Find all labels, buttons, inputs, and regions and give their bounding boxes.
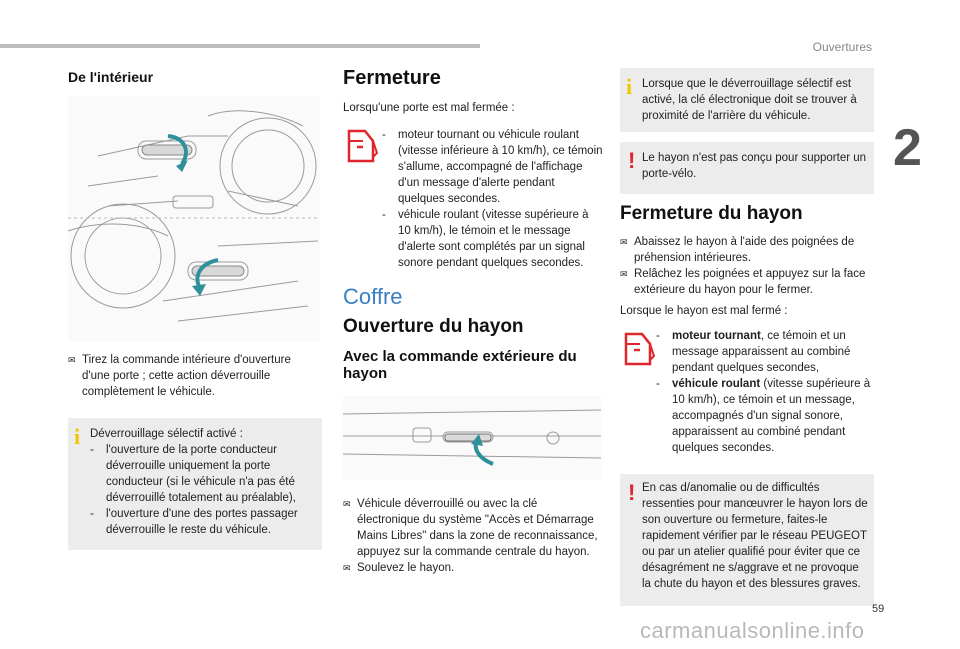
tailgate-handle-illustration bbox=[343, 396, 601, 480]
ouverture-bullets bbox=[343, 496, 603, 576]
col3-warn2-text: En cas d/anomalie ou de difficultés ressenties pour manœuvrer le hayon lors de son ouverture ou fermeture, faites-le rapidement vérifier par le réseau PEUGEOT ou par un atelier qualifié pour éviter que ce désagrément ne s/aggrave et ne provoque la chute du hayon et des blessures graves. bbox=[642, 482, 868, 590]
col3-info-box bbox=[620, 68, 874, 132]
flag-bullet-icon: ✉ bbox=[343, 499, 351, 509]
fermeture-hayon-title: Fermeture du hayon bbox=[620, 203, 803, 224]
flag-bullet-icon: ✉ bbox=[620, 269, 628, 279]
header-rule bbox=[0, 44, 480, 48]
flag-bullet-icon: ✉ bbox=[620, 237, 628, 247]
mal-ferme-intro: Lorsque le hayon est mal fermé : bbox=[620, 305, 788, 317]
fermeture-title: Fermeture bbox=[343, 67, 441, 89]
avec-commande-title: Avec la commande extérieure du hayon bbox=[343, 348, 577, 382]
hayon-bullet: ✉ Abaissez le hayon à l'aide des poignées de préhension intérieures. bbox=[620, 236, 855, 264]
warning-icon: ! bbox=[628, 148, 636, 173]
mal-ferme-item: - véhicule roulant (vitesse supérieure à 10 km/h), ce témoin et un message, accompagnés d'un signal sonore, apparaissent au combiné pendant quelques secondes. bbox=[656, 378, 871, 454]
page-number: 59 bbox=[872, 603, 885, 615]
chapter-number: 2 bbox=[893, 119, 922, 177]
hayon-bullet: ✉ Relâchez les poignées et appuyez sur la face extérieure du hayon pour le fermer. bbox=[620, 268, 866, 296]
ouverture-title: Ouverture du hayon bbox=[343, 316, 524, 337]
info-icon: i bbox=[626, 74, 633, 99]
col3-info-text: Lorsque que le déverrouillage sélectif est activé, la clé électronique doit se trouver à proximité de l'arrière du véhicule. bbox=[642, 78, 857, 122]
info-item: - l'ouverture d'une des portes passager déverrouille le reste du véhicule. bbox=[90, 508, 298, 536]
flag-bullet-icon: ✉ bbox=[343, 563, 351, 573]
info-icon: i bbox=[74, 424, 81, 449]
col3-warn-text: Le hayon n'est pas conçu pour supporter un porte-vélo. bbox=[642, 152, 867, 180]
col1-bullet-text: Tirez la commande intérieure d'ouverture d'une porte ; cette action déverrouille complètement le véhicule. bbox=[82, 354, 291, 398]
fermeture-list bbox=[382, 127, 604, 271]
info-item: - l'ouverture de la porte conducteur déverrouille uniquement la porte conducteur (si le véhicule n'a pas été déverrouillé totalement au préalable), bbox=[90, 444, 296, 504]
watermark: carmanualsonline.info bbox=[640, 618, 865, 643]
ouverture-bullet: ✉ Véhicule déverrouillé ou avec la clé électronique du système "Accès et Démarrage Mains Libres" dans la zone de reconnaissance, appuyez sur la commande centrale du hayon. bbox=[343, 498, 598, 558]
flag-bullet-icon: ✉ bbox=[68, 355, 76, 365]
selective-unlock-info-box bbox=[68, 418, 322, 550]
fermeture-item: - véhicule roulant (vitesse supérieure à 10 km/h), le témoin et le message d'alerte sont complétés par un signal sonore pendant quelques secondes. bbox=[382, 209, 589, 269]
fermeture-intro: Lorsqu'une porte est mal fermée : bbox=[343, 102, 515, 114]
mal-ferme-list bbox=[656, 328, 874, 456]
col3-warn2-box bbox=[620, 474, 874, 606]
section-label: Ouvertures bbox=[812, 40, 872, 54]
col3-warn-box bbox=[620, 142, 874, 194]
fermeture-hayon-bullets bbox=[620, 234, 874, 298]
ouverture-bullet: ✉ Soulevez le hayon. bbox=[343, 562, 455, 574]
open-door-warning-icon bbox=[620, 330, 656, 375]
coffre-heading: Coffre bbox=[343, 284, 403, 309]
door-handle-illustration bbox=[68, 96, 320, 342]
col1-title: De l'intérieur bbox=[68, 69, 154, 85]
col1-bullet bbox=[68, 352, 320, 400]
mal-ferme-item: - moteur tournant, ce témoin et un message apparaissent au combiné pendant quelques secondes, bbox=[656, 330, 851, 374]
open-door-warning-icon bbox=[343, 127, 379, 172]
warning-icon: ! bbox=[628, 480, 636, 505]
info-intro: Déverrouillage sélectif activé : bbox=[90, 428, 243, 440]
fermeture-item: - moteur tournant ou véhicule roulant (vitesse inférieure à 10 km/h), ce témoin s'allume, accompagné de l'affichage d'un message d'alerte pendant quelques secondes. bbox=[382, 129, 603, 205]
